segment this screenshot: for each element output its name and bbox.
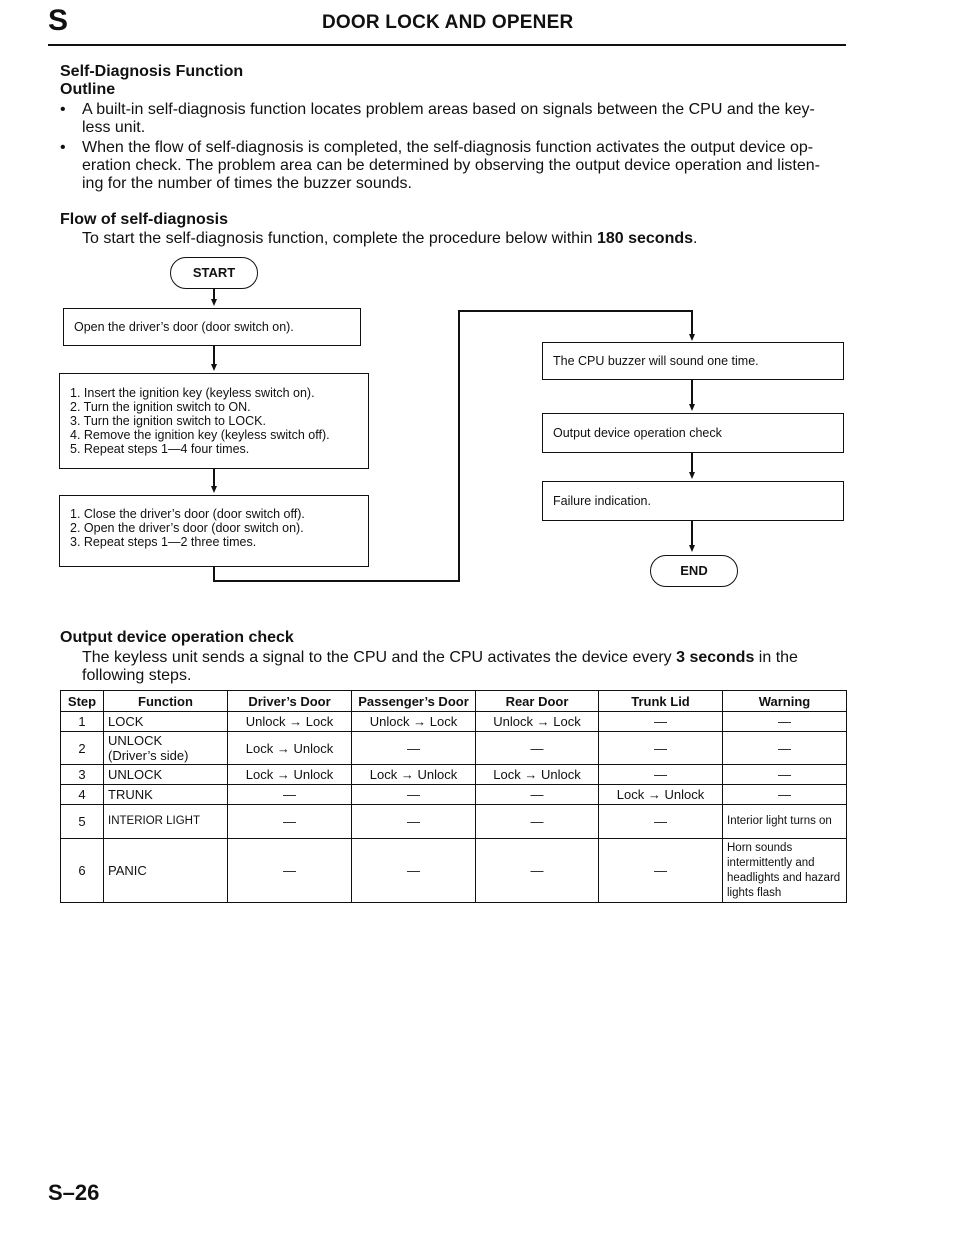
bullet-dot: • [60,139,66,156]
arrow-down-icon [689,472,695,479]
flow-box-ignition-steps [59,373,369,469]
table-row [61,805,847,839]
table-row [61,712,847,732]
col-header-trunk-lid: Trunk Lid [599,691,723,712]
col-header-passengers-door: Passenger’s Door [352,691,476,712]
header-rule [48,44,846,46]
flow-box-output-check: Output device operation check [542,413,844,453]
table-cell: — [352,839,476,903]
table-cell: PANIC [104,839,228,903]
step-line: 5. Repeat steps 1—4 four times. [70,442,250,456]
bullet-2-line-3: ing for the number of times the buzzer sounds. [82,175,412,192]
bullet-text-1 [82,101,848,137]
arrow-down-icon [689,545,695,552]
output-check-seconds: 3 seconds [676,649,755,666]
flow-intro-seconds: 180 seconds [596,230,694,247]
table-cell: — [476,805,599,839]
table-cell: UNLOCK [104,765,228,785]
table-cell: 5 [61,805,104,839]
table-cell: TRUNK [104,785,228,805]
table-cell: Unlock → Lock [228,712,352,732]
table-cell: — [723,732,847,765]
operation-table [60,690,847,903]
table-row [61,839,847,903]
flow-box-open-door: Open the driver’s door (door switch on). [63,308,361,346]
table-cell: Lock → Unlock [599,785,723,805]
table-cell: — [599,839,723,903]
flow-intro-end: . [693,230,698,247]
output-check-line-1 [82,649,852,667]
table-cell: — [599,765,723,785]
table-cell: — [476,785,599,805]
section-letter: S [48,4,69,37]
step-line: 3. Turn the ignition switch to LOCK. [70,414,266,428]
bullet-2-line-1: When the flow of self-diagnosis is completed, the self-diagnosis function activates the output device op- [82,139,814,156]
col-header-function: Function [104,691,228,712]
page-title: DOOR LOCK AND OPENER [322,12,574,33]
step-line: 1. Close the driver’s door (door switch off). [70,507,305,521]
bullet-2-line-2: eration check. The problem area can be determined by observing the output device operation and listen- [82,157,820,174]
table-cell: Interior light turns on [723,805,847,839]
step-line: 4. Remove the ignition key (keyless switch off). [70,428,330,442]
table-cell: Lock → Unlock [352,765,476,785]
table-cell: 1 [61,712,104,732]
flow-box-buzzer: The CPU buzzer will sound one time. [542,342,844,380]
output-check-heading: Output device operation check [60,629,294,646]
table-cell: — [352,732,476,765]
table-cell: — [228,805,352,839]
self-diagnosis-heading: Self-Diagnosis Function [60,63,244,80]
table-cell: Unlock → Lock [476,712,599,732]
table-cell: INTERIOR LIGHT [104,805,228,839]
table-cell: — [723,785,847,805]
table-cell: — [599,732,723,765]
arrow-down-icon [211,364,217,371]
flow-heading: Flow of self-diagnosis [60,211,229,228]
connector-line [691,521,693,546]
col-header-rear-door: Rear Door [476,691,599,712]
col-header-drivers-door: Driver’s Door [228,691,352,712]
table-row [61,732,847,765]
output-check-text-pre: The keyless unit sends a signal to the CPU and the CPU activates the device every [82,649,677,666]
table-cell: LOCK [104,712,228,732]
flow-box-failure: Failure indication. [542,481,844,521]
output-check-text-post: in the [754,649,798,666]
step-line: 2. Open the driver’s door (door switch on). [70,521,304,535]
step-line: 3. Repeat steps 1—2 three times. [70,535,257,549]
table-cell: — [228,785,352,805]
table-cell: Lock → Unlock [476,765,599,785]
connector-line [213,469,215,487]
connector-line [691,310,693,334]
table-cell: — [723,712,847,732]
table-cell: — [599,712,723,732]
table-cell: Horn sounds intermittently and headlights and hazard lights flash [723,839,847,903]
start-oval: START [170,257,258,289]
bullet-1-line-2: less unit. [82,119,146,136]
arrow-down-icon [211,299,217,306]
col-header-step: Step [61,691,104,712]
bullet-1-line-1: A built-in self-diagnosis function locates problem areas based on signals between the CPU and the key- [82,101,815,118]
table-row [61,785,847,805]
flow-intro [82,230,697,248]
table-cell: — [352,785,476,805]
arrow-down-icon [211,486,217,493]
bullet-text-2 [82,139,848,193]
table-cell: 2 [61,732,104,765]
table-header-row [61,691,847,712]
end-oval: END [650,555,738,587]
flow-intro-text: To start the self-diagnosis function, complete the procedure below within [82,230,597,247]
step-line: 1. Insert the ignition key (keyless switch on). [70,386,315,400]
table-cell: 3 [61,765,104,785]
table-cell: Lock → Unlock [228,765,352,785]
table-cell: 6 [61,839,104,903]
table-cell: — [476,732,599,765]
bullet-dot: • [60,101,66,118]
arrow-down-icon [689,404,695,411]
step-line: 2. Turn the ignition switch to ON. [70,400,251,414]
table-cell: — [352,805,476,839]
output-check-text [82,649,852,685]
table-cell: 4 [61,785,104,805]
flow-box-door-steps [59,495,369,567]
table-cell: Lock → Unlock [228,732,352,765]
table-cell: — [723,765,847,785]
connector-line [691,380,693,405]
table-cell: Unlock → Lock [352,712,476,732]
table-cell: — [476,839,599,903]
page-number: S–26 [48,1180,100,1205]
table-cell: — [599,805,723,839]
connector-line [213,346,215,365]
outline-heading: Outline [60,81,116,98]
connector-line [691,453,693,473]
connector-line [458,310,460,582]
table-cell: — [228,839,352,903]
table-cell: UNLOCK (Driver’s side) [104,732,228,765]
connector-line [213,580,459,582]
col-header-warning: Warning [723,691,847,712]
connector-line [458,310,692,312]
arrow-down-icon [689,334,695,341]
connector-line [213,567,215,581]
table-row [61,765,847,785]
output-check-line-2: following steps. [82,667,192,684]
